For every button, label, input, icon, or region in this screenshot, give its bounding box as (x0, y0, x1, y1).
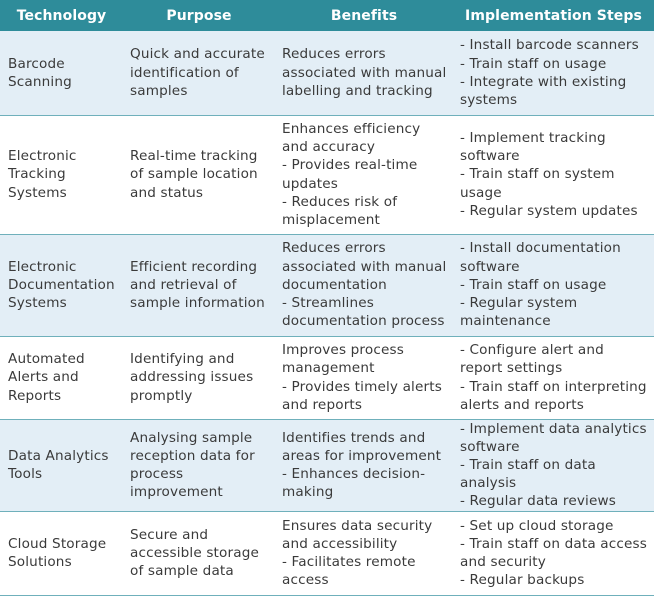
benefit-line: - Provides timely alerts and reports (282, 378, 447, 413)
step-line: - Train staff on interpreting alerts and reports (460, 378, 652, 413)
benefit-line: - Facilitates remote access (282, 554, 421, 589)
table-row (0, 234, 654, 336)
cell-technology: Barcode Scanning (0, 31, 123, 115)
cell-steps (453, 419, 654, 511)
header-technology: Technology (0, 0, 123, 31)
cell-steps (453, 511, 654, 595)
cell-steps (453, 31, 654, 115)
step-line: - Integrate with existing systems (460, 73, 631, 108)
benefit-line: Enhances efficiency and accuracy (282, 120, 425, 156)
cell-purpose: Real-time tracking of sample location and status (123, 115, 275, 234)
benefit-line: - Streamlines documentation process (282, 295, 445, 330)
step-line: - Train staff on data access and security (460, 535, 652, 571)
cell-technology: Automated Alerts and Reports (0, 336, 123, 419)
benefit-line: Reduces errors associated with manual labelling and tracking (282, 46, 451, 99)
cell-steps (453, 336, 654, 419)
step-line: - Regular backups (460, 572, 585, 589)
step-line: - Train staff on data analysis (460, 456, 601, 492)
cell-benefits (275, 419, 453, 511)
table-row (0, 115, 654, 234)
step-line: - Implement data analytics software (460, 420, 652, 455)
cell-technology: Electronic Tracking Systems (0, 115, 123, 234)
table-row (0, 31, 654, 115)
cell-technology: Cloud Storage Solutions (0, 511, 123, 595)
cell-technology: Electronic Documentation Systems (0, 234, 123, 336)
header-implementation-steps: Implementation Steps (453, 0, 654, 31)
cell-purpose: Analysing sample reception data for process improvement (123, 419, 275, 511)
cell-purpose: Efficient recording and retrieval of sample information (123, 234, 275, 336)
step-line: - Set up cloud storage (460, 517, 614, 534)
benefit-line: Improves process management (282, 342, 409, 377)
table-row (0, 419, 654, 511)
cell-benefits (275, 115, 453, 234)
step-line: - Regular system updates (460, 202, 638, 219)
cell-steps (453, 115, 654, 234)
benefit-line: - Enhances decision-making (282, 466, 426, 501)
table-row (0, 511, 654, 595)
cell-benefits (275, 31, 453, 115)
table-body (0, 31, 654, 595)
benefit-line: - Reduces risk of misplacement (282, 193, 402, 228)
header-row (0, 0, 654, 31)
step-line: - Configure alert and report settings (460, 342, 609, 377)
cell-benefits (275, 511, 453, 595)
cell-technology: Data Analytics Tools (0, 419, 123, 511)
step-line: - Train staff on usage (460, 55, 607, 72)
cell-purpose: Quick and accurate identification of samples (123, 31, 275, 115)
cell-purpose: Secure and accessible storage of sample data (123, 511, 275, 595)
cell-purpose: Identifying and addressing issues promptly (123, 336, 275, 419)
step-line: - Implement tracking software (460, 129, 611, 165)
step-line: - Regular system maintenance (460, 295, 582, 330)
step-line: - Train staff on usage (460, 276, 607, 293)
step-line: - Install barcode scanners (460, 37, 639, 54)
cell-benefits (275, 336, 453, 419)
header-purpose: Purpose (123, 0, 275, 31)
step-line: - Train staff on system usage (460, 166, 620, 201)
table-header (0, 0, 654, 31)
benefit-line: Ensures data security and accessibility (282, 517, 437, 552)
table-row (0, 336, 654, 419)
step-line: - Regular data reviews (460, 493, 616, 510)
header-benefits: Benefits (275, 0, 453, 31)
cell-steps (453, 234, 654, 336)
cell-benefits (275, 234, 453, 336)
benefit-line: Reduces errors associated with manual documentation (282, 240, 451, 293)
benefit-line: Identifies trends and areas for improvement (282, 429, 442, 464)
step-line: - Install documentation software (460, 240, 626, 275)
benefit-line: - Provides real-time updates (282, 157, 422, 192)
